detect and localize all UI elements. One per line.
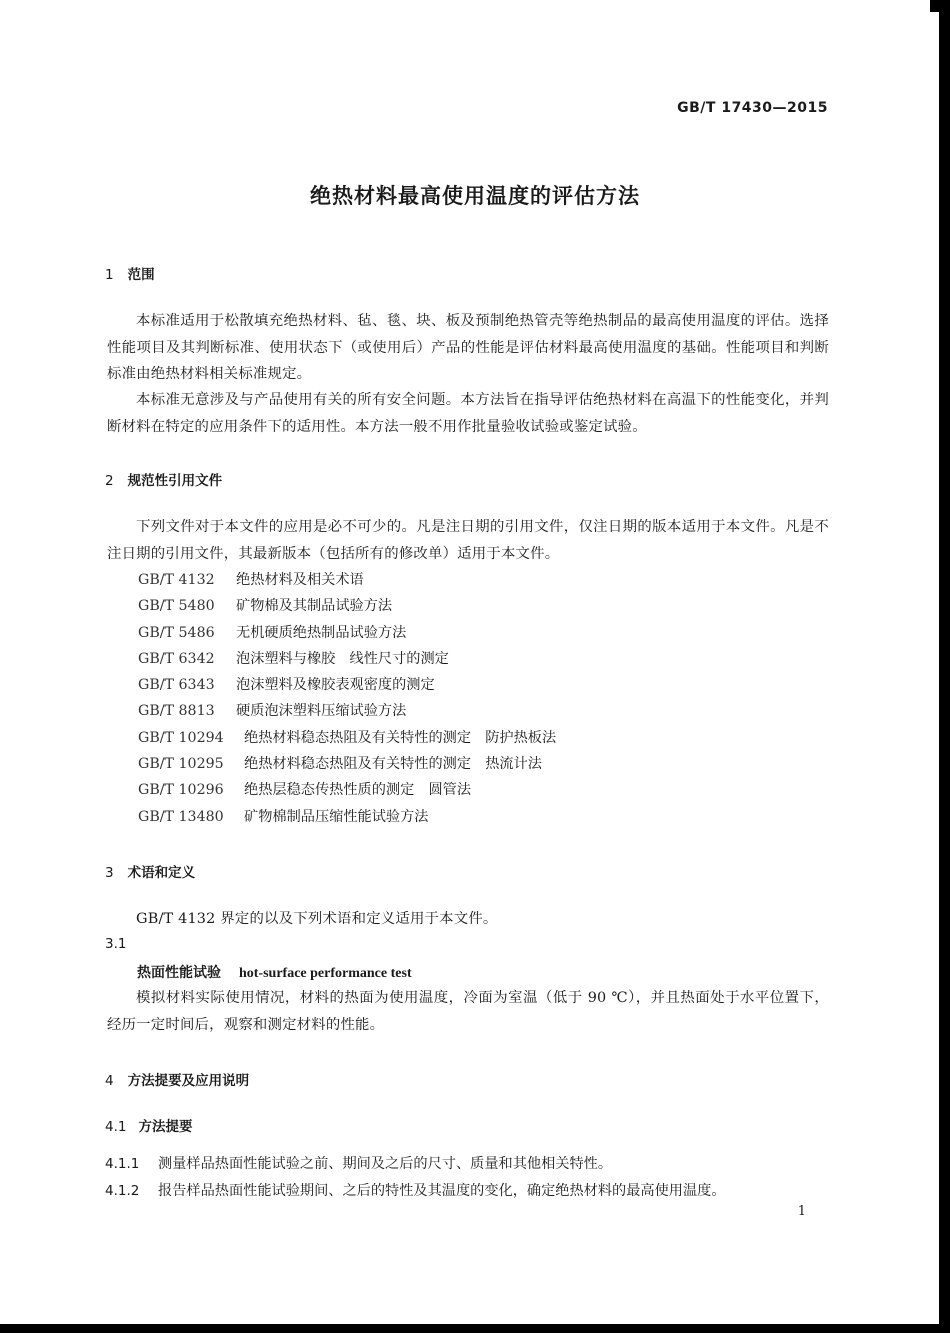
reference-item — [138, 804, 556, 830]
term-name-cn: 热面性能试验 — [137, 965, 221, 981]
clause-text: 报告样品热面性能试验期间、之后的特性及其温度的变化，确定绝热材料的最高使用温度。 — [158, 1183, 726, 1199]
paragraph: 本标准无意涉及与产品使用有关的所有安全问题。本方法旨在指导评估绝热材料在高温下的性能变化，并判断材料在特定的应用条件下的适用性。本方法一般不用作批量验收试验或鉴定试验。 — [107, 392, 829, 435]
page-number: 1 — [797, 1204, 806, 1219]
reference-code: GB/T 5486 — [138, 624, 215, 641]
reference-item — [138, 725, 556, 751]
reference-title: 矿物棉制品压缩性能试验方法 — [244, 808, 429, 825]
document-title: 绝热材料最高使用温度的评估方法 — [310, 184, 640, 208]
reference-code: GB/T 10295 — [138, 756, 224, 773]
term-definition: 模拟材料实际使用情况，材料的热面为使用温度，冷面为室温（低于 90 ℃），并且热面处于水平位置下，经历一定时间后，观察和测定材料的性能。 — [107, 990, 829, 1033]
clause-number: 4.1.1 — [105, 1156, 140, 1172]
reference-item — [138, 777, 556, 803]
scan-corner — [930, 0, 950, 12]
reference-item — [138, 620, 556, 646]
term-name-en: hot-surface performance test — [239, 966, 412, 981]
subsection-title: 方法提要 — [138, 1119, 193, 1135]
section-number: 1 — [105, 267, 114, 283]
reference-code: GB/T 6342 — [138, 650, 215, 667]
clause-text: 测量样品热面性能试验之前、期间及之后的尺寸、质量和其他相关特性。 — [158, 1156, 613, 1172]
reference-title: 绝热材料稳态热阻及有关特性的测定 热流计法 — [244, 756, 542, 773]
reference-title: 无机硬质绝热制品试验方法 — [236, 624, 407, 641]
section-title: 方法提要及应用说明 — [127, 1073, 250, 1089]
clause-number: 4.1.2 — [105, 1183, 140, 1199]
reference-title: 绝热层稳态传热性质的测定 圆管法 — [244, 782, 472, 799]
reference-title: 泡沫塑料与橡胶 线性尺寸的测定 — [236, 650, 449, 667]
paragraph: 下列文件对于本文件的应用是必不可少的。凡是注日期的引用文件，仅注日期的版本适用于本文件。凡是不注日期的引用文件，其最新版本（包括所有的修改单）适用于本文件。 — [107, 519, 829, 562]
section-title: 术语和定义 — [127, 865, 196, 881]
reference-code: GB/T 6343 — [138, 677, 215, 694]
reference-item — [138, 751, 556, 777]
scan-border-bottom — [0, 1324, 950, 1333]
section-number: 3 — [105, 865, 114, 881]
section-number: 4 — [105, 1073, 114, 1089]
section-3-heading — [105, 861, 195, 881]
reference-item — [138, 698, 556, 724]
term-name — [137, 962, 412, 982]
reference-title: 硬质泡沫塑料压缩试验方法 — [236, 703, 407, 720]
standard-number: GB/T 17430—2015 — [677, 100, 828, 116]
section-1-heading — [105, 263, 155, 283]
reference-code: GB/T 4132 — [138, 572, 215, 588]
section-2-heading — [105, 469, 222, 489]
section-4-heading — [105, 1069, 249, 1089]
paragraph: 本标准适用于松散填充绝热材料、毡、毯、块、板及预制绝热管壳等绝热制品的最高使用温度的评估。选择性能项目及其判断标准、使用状态下（或使用后）产品的性能是评估材料最高使用温度的基础。性能项目和判断标准由绝热材料相关标准规定。 — [107, 313, 829, 382]
paragraph: GB/T 4132 界定的以及下列术语和定义适用于本文件。 — [136, 911, 498, 927]
reference-title: 绝热材料稳态热阻及有关特性的测定 防护热板法 — [244, 729, 557, 746]
term-number: 3.1 — [105, 936, 127, 952]
subsection-4-1-heading — [105, 1115, 192, 1135]
section-number: 2 — [105, 473, 114, 489]
reference-item — [138, 646, 556, 672]
section-title: 范围 — [127, 267, 155, 283]
reference-title: 绝热材料及相关术语 — [236, 572, 364, 588]
scan-border-right — [939, 0, 950, 1333]
subsection-number: 4.1 — [105, 1119, 127, 1135]
reference-code: GB/T 8813 — [138, 703, 215, 720]
reference-item — [138, 672, 556, 698]
reference-code: GB/T 10294 — [138, 729, 224, 746]
reference-item — [138, 567, 556, 593]
reference-title: 矿物棉及其制品试验方法 — [236, 598, 393, 615]
clause — [105, 1153, 612, 1173]
reference-code: GB/T 13480 — [138, 808, 224, 825]
reference-list — [138, 567, 556, 830]
section-title: 规范性引用文件 — [127, 473, 223, 489]
reference-item — [138, 593, 556, 619]
reference-code: GB/T 5480 — [138, 598, 215, 615]
clause — [105, 1180, 726, 1200]
reference-code: GB/T 10296 — [138, 782, 224, 799]
reference-title: 泡沫塑料及橡胶表观密度的测定 — [236, 677, 435, 694]
